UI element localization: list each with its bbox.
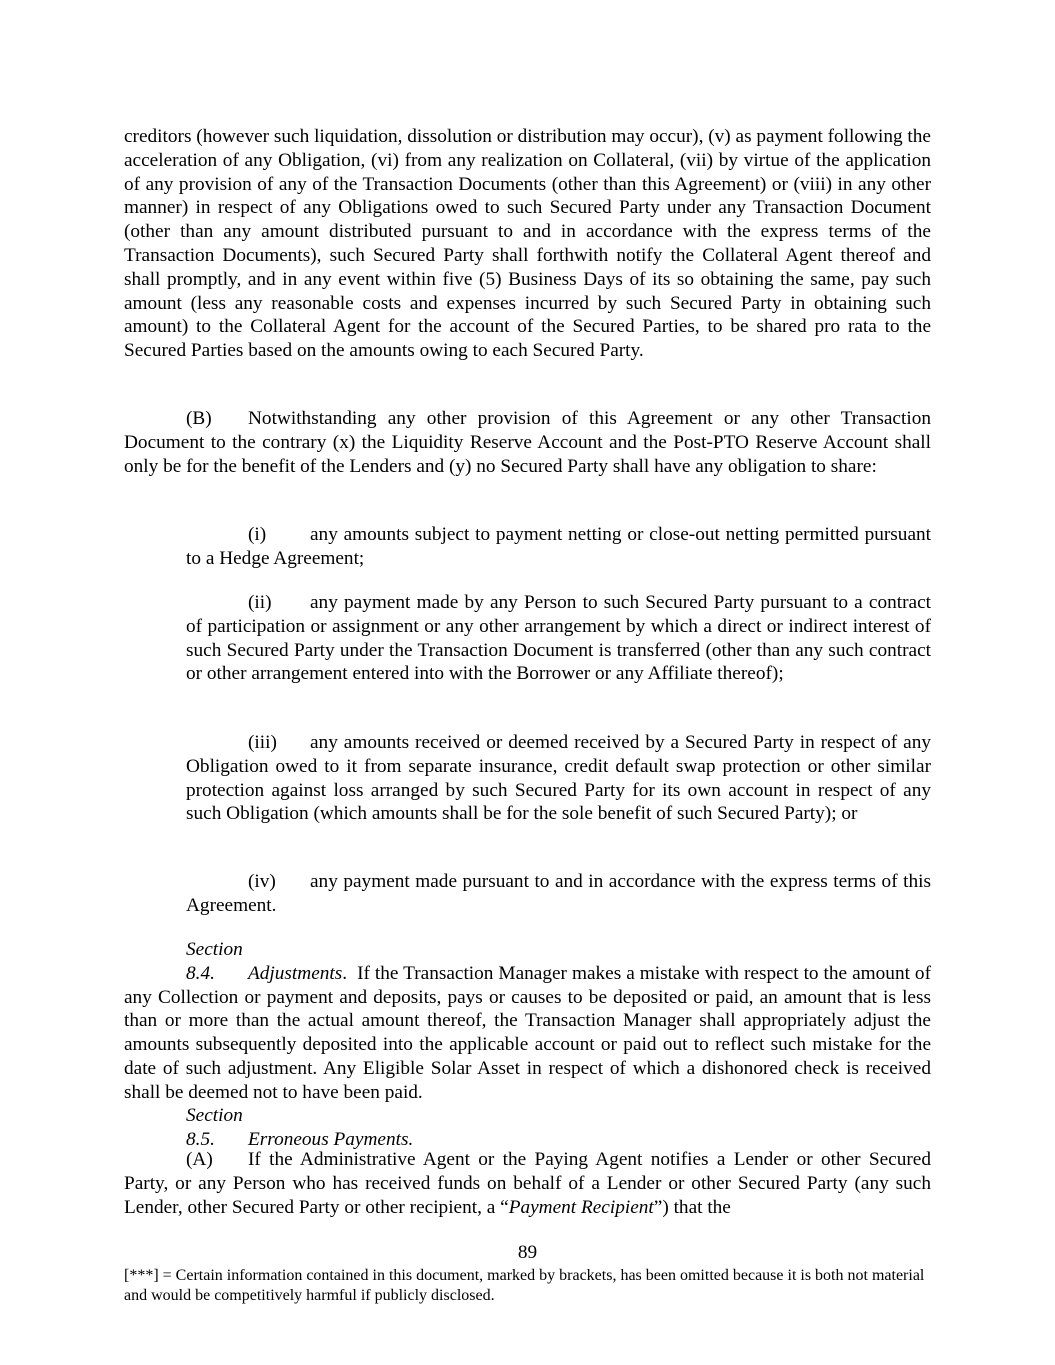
section-8-5-title: Erroneous Payments. [248,1128,414,1150]
sub-item-i [186,523,931,571]
paragraph-b [124,407,931,478]
paragraph-a-defined-term: Payment Recipient [508,1196,654,1218]
sub-item-label: (ii) [248,592,272,613]
section-8-4-text: If the Transaction Manager makes a mistake with respect to the amount of any Collection or payment and deposits, pays or causes to be deposited or paid, an amount that is less than or more than the actual amount thereof, the Transaction Manager shall appropriately adjust the amounts subsequently deposited into the applicable account or paid out to reflect such mistake for the date of such adjustment. Any Eligible Solar Asset in respect of which a dishonored check is received shall be deemed not to have been paid. [124,962,931,1103]
paragraph-a-text-after: ”) that the [653,1196,731,1218]
sub-item-text: any amounts received or deemed received by a Secured Party in respect of any Obligation owed to it from separate insurance, credit default swap protection or other similar protection against loss arranged by such Secured Party for its own account in respect of any such Obligation (which amounts shall be for the sole benefit of such Secured Party); or [186,732,931,825]
sub-item-text: any payment made by any Person to such Secured Party pursuant to a contract of participation or assignment or any other arrangement by which a direct or indirect interest of such Secured Party under the Transaction Document is transferred (other than any such contract or other arrangement entered into with the Borrower or any Affiliate thereof); [186,592,931,685]
sub-item-label: (iv) [248,871,276,892]
sub-item-text: any payment made pursuant to and in accordance with the express terms of this Agreement. [186,871,931,916]
sub-item-iv [186,870,931,918]
sub-item-text: any amounts subject to payment netting or close-out netting permitted pursuant to a Hedge Agreement; [186,524,931,569]
sub-item-iii [186,731,931,826]
sub-item-label: (iii) [248,732,277,753]
section-8-4-number: Section 8.4. [186,939,243,984]
section-8-5-number: Section 8.5. [186,1105,243,1150]
footnote: [***] = Certain information contained in this document, marked by brackets, has been omitted because it is both not material and would be competitively harmful if publicly disclosed. [124,1267,925,1304]
sub-item-label: (i) [248,524,267,545]
page-number: 89 [517,1242,538,1263]
paragraph-a-label: (A) [186,1149,213,1170]
paragraph-a [124,1148,931,1219]
paragraph-b-text: Notwithstanding any other provision of this Agreement or any other Transaction Document to the contrary (x) the Liquidity Reserve Account and the Post-PTO Reserve Account shall only be for the benefit of the Lenders and (y) no Secured Party shall have any obligation to share: [124,408,931,477]
section-8-5-heading [186,1104,413,1152]
section-8-4 [124,938,931,1105]
sub-item-ii [186,591,931,686]
section-8-4-title: Adjustments [248,962,343,984]
paragraph-a-text-before: If the Administrative Agent or the Paying Agent notifies a Lender or other Secured Party, or any Person who has received funds on behalf of a Lender or other Secured Party (any such Lender, other Secured Party or other recipient, a “ [124,1149,931,1218]
paragraph-b-label: (B) [186,408,212,429]
opening-paragraph: creditors (however such liquidation, dissolution or distribution may occur), (v) as payment following the acceleration of any Obligation, (vi) from any realization on Collateral, (vii) by virtue of the application of any provision of any of the Transaction Documents (other than this Agreement) or (viii) in any other manner) in respect of any Obligations owed to such Secured Party under any Transaction Document (other than any amount distributed pursuant to and in accordance with the express terms of the Transaction Documents), such Secured Party shall forthwith notify the Collateral Agent thereof and shall promptly, and in any event within five (5) Business Days of its so obtaining the same, pay such amount (less any reasonable costs and expenses incurred by such Secured Party in obtaining such amount) to the Collateral Agent for the account of the Secured Parties, to be shared pro rata to the Secured Parties based on the amounts owing to each Secured Party. [124,126,931,362]
section-8-4-title-punct: . [342,962,348,984]
